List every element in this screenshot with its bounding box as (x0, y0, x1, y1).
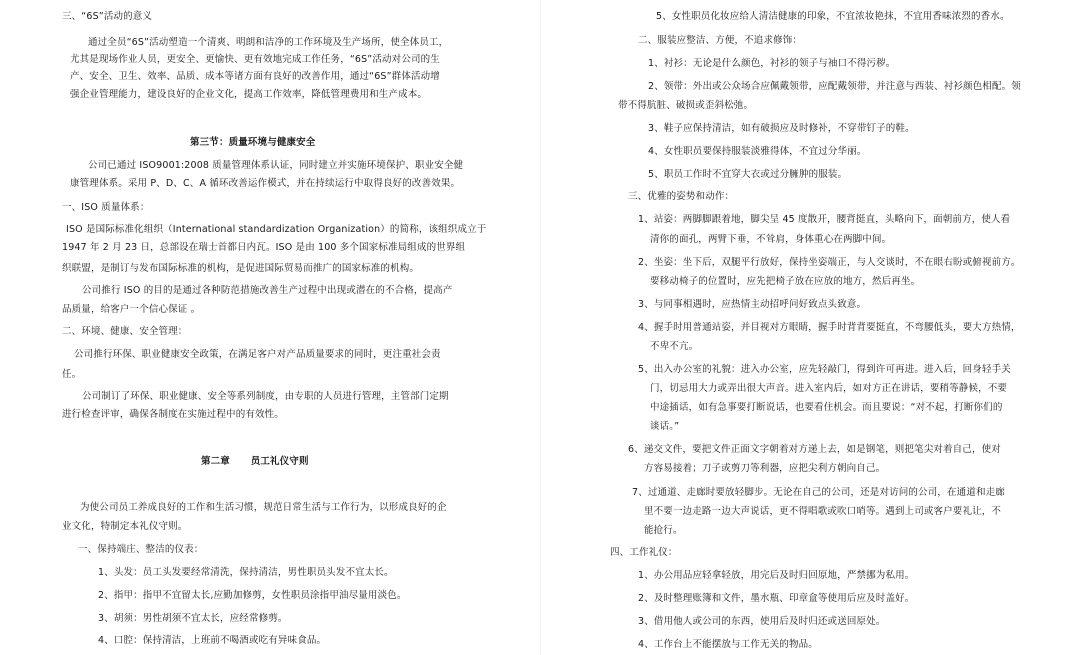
list-item-continuation: 谈话。” (650, 421, 680, 432)
list-item: 3、借用他人或公司的东西，使用后及时归还或送回原处。 (638, 616, 886, 627)
list-item: 3、与同事相遇时，应热情主动招呼问好致点头致意。 (638, 299, 867, 310)
subheading-ehs: 二、环境、健康、安全管理： (62, 326, 188, 337)
list-item: 5、女性职员化妆应给人清洁健康的印象，不宜浓妆艳抹，不宜用香味浓烈的香水。 (656, 11, 1010, 22)
paragraph-line: 产、安全、卫生、效率、品质、成本等诸方面有良好的改善作用，通过“6S”群体活动增 (70, 71, 440, 82)
list-item: 4、握手时用普通站姿，并目视对方眼睛，握手时背背要挺直，不弯腰低头，要大方热情， (638, 322, 1021, 333)
paragraph-line: 为使公司员工养成良好的工作和生活习惯，规范日常生活与工作行为，以形成良好的企 (80, 502, 447, 513)
paragraph-line: 业文化，特制定本礼仪守则。 (62, 521, 188, 532)
list-item: 1、头发：员工头发要经常清洗，保持清洁，男性职员头发不宜太长。 (98, 567, 394, 578)
paragraph-line: 强企业管理能力，建设良好的企业文化，提高工作效率，降低管理费用和生产成本。 (70, 89, 428, 100)
list-item-continuation: 中途插话，如有急事要打断说话，也要看住机会。而且要说：“对不起，打断你们的 (650, 402, 1003, 413)
list-item: 3、胡须：男性胡须不宜太长，应经常修剪。 (98, 613, 288, 624)
list-item: 4、工作台上不能摆放与工作无关的物品。 (638, 639, 818, 650)
section-heading-6s-significance: 三、“6S”活动的意义 (62, 11, 153, 22)
paragraph-line: 通过全员“6S”活动塑造一个清爽、明朗和洁净的工作环境及生产场所，使全体员工， (88, 37, 449, 48)
list-item-continuation: 要移动椅子的位置时，应先把椅子放在应放的地方，然后再坐。 (650, 276, 921, 287)
chapter-title-etiquette: 第二章 员工礼仪守则 (201, 456, 309, 467)
list-item: 2、领带：外出或公众场合应佩戴领带，应配戴领带，并注意与西装、衬衫颜色相配。领 (648, 81, 1021, 92)
paragraph-line: 康管理体系。采用 P、D、C、A 循环改善运作模式，并在持续运行中取得良好的改善效果。 (70, 178, 461, 189)
list-item: 1、衬衫：无论是什么颜色，衬衫的领子与袖口不得污秽。 (648, 58, 896, 69)
section-title-quality-environment: 第三节：质量环境与健康安全 (190, 137, 316, 148)
subheading-posture: 三、优雅的姿势和动作： (628, 191, 735, 202)
list-item: 2、指甲：指甲不宜留太长,应勤加修剪，女性职员涂指甲油尽量用淡色。 (98, 590, 407, 601)
paragraph-line: 公司推行环保、职业健康安全政策，在满足客户对产品质量要求的同时，更注重社会责 (74, 349, 441, 360)
list-item-continuation: 带不得肮脏、破损或歪斜松弛。 (618, 100, 754, 111)
paragraph-line: 任。 (62, 369, 82, 380)
list-item: 4、女性职员要保持服装淡雅得体，不宜过分华丽。 (648, 146, 867, 157)
paragraph-line: 公司推行 ISO 的目的是通过各种防范措施改善生产过程中出现或潜在的不合格，提高产 (82, 285, 453, 296)
subheading-clothing: 二、服装应整洁、方便，不追求修饰： (638, 35, 803, 46)
paragraph-line: 品质量，给客户一个信心保证 。 (62, 304, 201, 315)
list-item: 5、出入办公室的礼貌：进入办公室，应先轻敲门，得到许可再进。进入后，回身轻手关 (638, 364, 1011, 375)
list-item: 1、站姿：两脚脚跟着地，脚尖呈 45 度散开，腰背挺直，头略向下，面朝前方，使人看 (638, 214, 1011, 225)
page-divider (540, 0, 541, 655)
list-item-continuation: 不卑不亢。 (650, 341, 699, 352)
list-item: 5、职员工作时不宜穿大衣或过分臃肿的服装。 (648, 169, 848, 180)
subheading-appearance: 一、保持端庄、整洁的仪表： (78, 544, 204, 555)
list-item: 7、过通道、走廊时要放轻脚步。无论在自己的公司，还是对访问的公司，在通道和走廊 (632, 487, 1005, 498)
list-item: 4、口腔：保持清洁，上班前不喝酒或吃有异味食品。 (98, 635, 327, 646)
list-item: 1、办公用品应轻拿轻放，用完后及时归回原地，严禁挪为私用。 (638, 570, 915, 581)
paragraph-line: ISO 是国际标准化组织（International standardization Organization）的简称，该组织成立于 (66, 224, 487, 235)
list-item: 6、递交文件，要把文件正面文字朝着对方递上去，如是钢笔，则把笔尖对着自己，使对 (628, 444, 1001, 455)
list-item: 2、及时整理账簿和文件，墨水瓶、印章盒等使用后应及时盖好。 (638, 593, 915, 604)
paragraph-line: 进行检查评审，确保各制度在实施过程中的有效性。 (62, 409, 284, 420)
list-item: 3、鞋子应保持清洁，如有破损应及时修补，不穿带钉子的鞋。 (648, 123, 915, 134)
list-item-continuation: 能抢行。 (644, 525, 683, 536)
paragraph-line: 尤其是现场作业人员，更安全、更愉快、更有效地完成工作任务，“6S”活动对公司的生 (70, 54, 440, 65)
subheading-work-etiquette: 四、工作礼仪： (610, 547, 678, 558)
paragraph-line: 公司制订了环保、职业健康、安全等系列制度，由专职的人员进行管理，主管部门定期 (82, 391, 449, 402)
paragraph-line: 公司已通过 ISO9001:2008 质量管理体系认证，同时建立并实施环境保护、职业安全健 (88, 160, 464, 171)
subheading-iso: 一、ISO 质量体系： (62, 202, 150, 213)
list-item-continuation: 方容易接着；刀子或剪刀等利器，应把尖利方朝向自己。 (644, 463, 886, 474)
list-item-continuation: 清你的面孔，两臂下垂，不耸肩，身体重心在两脚中间。 (650, 234, 892, 245)
list-item-continuation: 里不要一边走路一边大声说话，更不得唱歌或吹口哨等。遇到上司或客户要礼让，不 (644, 506, 1002, 517)
paragraph-line: 织联盟，是制订与发布国际标准的机构，是促进国际贸易而推广的国家标准的机构。 (62, 263, 420, 274)
list-item-continuation: 门，切忌用大力或弄出很大声音。进入室内后，如对方正在讲话，要稍等静候，不要 (650, 383, 1008, 394)
paragraph-line: 1947 年 2 月 23 日，总部设在瑞士首都日内瓦。ISO 是由 100 多个国家标准局组成的世界组 (62, 242, 466, 253)
list-item: 2、坐姿：坐下后，双腿平行放好，保持坐姿端正，与人交谈时，不在眼右盼或俯视前方。 (638, 257, 1021, 268)
